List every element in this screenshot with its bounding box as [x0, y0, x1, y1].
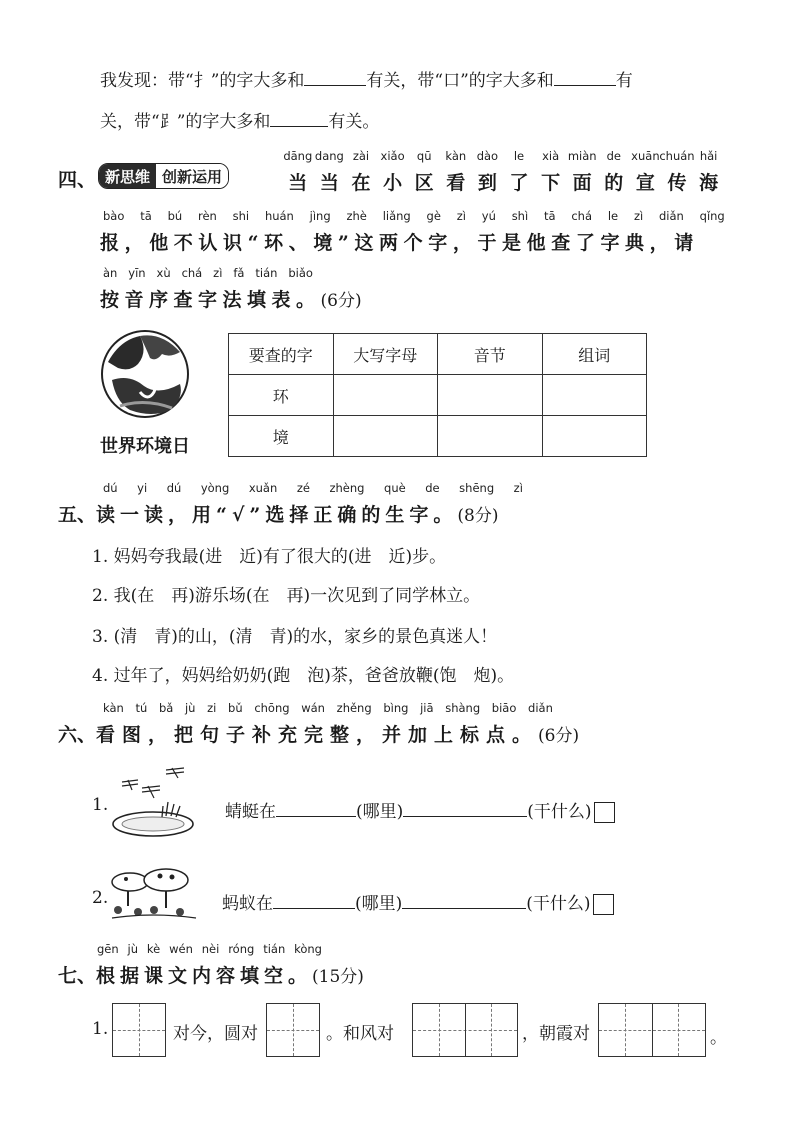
writing-grid-1[interactable] — [112, 1003, 166, 1057]
pinyin-syllable: zé — [296, 481, 310, 495]
pinyin-syllable: tián — [255, 266, 278, 280]
section-heading: 读一读，用“√”选择正确的生字。 — [96, 504, 458, 526]
section-4-char: 在 — [351, 172, 371, 194]
intro-line-2 — [100, 107, 379, 132]
table-cell-char: 境 — [229, 416, 334, 457]
pinyin-syllable: qǐng — [699, 209, 725, 223]
hint-what: (干什么) — [526, 894, 591, 914]
section-4-char: 面 — [572, 172, 592, 194]
table-cell-answer[interactable] — [438, 375, 543, 416]
pinyin-syllable: dang — [314, 149, 344, 163]
pinyin-syllable: tián — [263, 942, 286, 956]
answer-blank[interactable] — [554, 84, 616, 86]
score-label: (6分) — [538, 726, 580, 746]
sentence-2 — [222, 889, 614, 915]
dragonfly-icon — [108, 764, 203, 844]
section-4-char: 当 — [288, 172, 308, 194]
section-heading: 根据课文内容填空。 — [96, 965, 313, 987]
section-7-pinyin — [97, 942, 322, 956]
pinyin-syllable: xià — [542, 149, 560, 163]
pinyin-syllable: gēn — [97, 942, 119, 956]
fill-text: 。 — [710, 1028, 727, 1048]
pinyin-syllable: què — [384, 481, 406, 495]
pinyin-syllable: zì — [513, 481, 523, 495]
section-4-char: 区 — [414, 172, 434, 194]
pinyin-syllable: biǎo — [288, 266, 313, 280]
hint-where: (哪里) — [356, 802, 404, 822]
pinyin-syllable: qū — [416, 149, 432, 163]
pinyin-syllable: zi — [207, 701, 217, 715]
intro-text: 我发现：带“扌”的字大多和 — [100, 71, 305, 91]
pinyin-syllable: bǔ — [228, 701, 243, 715]
pinyin-syllable: kàn — [103, 701, 124, 715]
pinyin-syllable: chá — [571, 209, 593, 223]
item-number: 1. — [92, 795, 109, 815]
pinyin-syllable: jìng — [309, 209, 331, 223]
pinyin-syllable: gè — [426, 209, 441, 223]
pinyin-syllable: yòng — [200, 481, 230, 495]
section-4-row-2-text: 报，他不认识“环、境”这两个字，于是他查了字典，请 — [100, 232, 699, 254]
pinyin-syllable: chōng — [254, 701, 290, 715]
section-4-char: 到 — [477, 172, 497, 194]
pinyin-syllable: biāo — [491, 701, 517, 715]
answer-blank-where[interactable] — [273, 907, 355, 909]
pinyin-syllable: àn — [103, 266, 118, 280]
writing-grid-4[interactable] — [598, 1003, 706, 1057]
pinyin-syllable: jù — [184, 701, 196, 715]
fill-text: 。和风对 — [326, 1024, 394, 1044]
pinyin-syllable: yú — [481, 209, 496, 223]
writing-grid-2[interactable] — [266, 1003, 320, 1057]
pinyin-syllable: le — [607, 209, 619, 223]
pinyin-syllable: wán — [301, 701, 325, 715]
pinyin-syllable: fǎ — [233, 266, 245, 280]
sentence-subject: 蜻蜓在 — [225, 802, 276, 822]
section-6-pinyin — [103, 701, 553, 715]
pinyin-syllable: huán — [264, 209, 294, 223]
pinyin-syllable: de — [606, 149, 621, 163]
pinyin-syllable: kòng — [294, 942, 322, 956]
pinyin-syllable: diǎn — [528, 701, 553, 715]
section-7-title — [58, 961, 364, 988]
table-header: 要查的字 — [229, 334, 334, 375]
pinyin-syllable: miàn — [567, 149, 597, 163]
section-heading: 看图，把句子补充完整，并加上标点。 — [96, 724, 539, 746]
section-6-title — [58, 720, 579, 747]
fill-text: 对今，圆对 — [173, 1024, 258, 1044]
pinyin-syllable: rèn — [197, 209, 217, 223]
pinyin-syllable: shì — [511, 209, 529, 223]
section-4-char: 当 — [319, 172, 339, 194]
pinyin-syllable: bú — [167, 209, 183, 223]
section-4-row-3-pinyin — [103, 266, 313, 280]
table-cell-answer[interactable] — [542, 416, 647, 457]
pinyin-syllable: bǎ — [158, 701, 174, 715]
section-4-char: 看 — [446, 172, 466, 194]
pinyin-syllable: shi — [232, 209, 250, 223]
pinyin-syllable: diǎn — [658, 209, 684, 223]
intro-text: 有关。 — [328, 112, 380, 132]
section-4-char: 传 — [667, 172, 687, 194]
table-cell-answer[interactable] — [438, 416, 543, 457]
world-environment-day-logo — [100, 322, 200, 462]
section-number: 七、 — [58, 965, 97, 987]
section-4-tag — [98, 163, 229, 189]
section-5-pinyin — [103, 481, 523, 495]
pinyin-syllable: dú — [103, 481, 118, 495]
score-label: (6分) — [320, 291, 362, 311]
answer-blank-where[interactable] — [276, 815, 356, 817]
pinyin-syllable: yi — [137, 481, 148, 495]
pinyin-syllable: bìng — [383, 701, 409, 715]
section-4-char: 的 — [604, 172, 624, 194]
section-4-char: 宣 — [635, 172, 655, 194]
dragonfly-pond-picture — [108, 764, 203, 844]
section-4-row-2-pinyin — [103, 209, 725, 223]
choice-item[interactable]: 4. 过年了，妈妈给奶奶(跑 泡)茶，爸爸放鞭(饱 炮)。 — [92, 666, 515, 686]
lookup-table — [228, 333, 647, 457]
pinyin-syllable: dú — [166, 481, 182, 495]
pinyin-syllable: zhè — [346, 209, 367, 223]
pinyin-syllable: liǎng — [382, 209, 411, 223]
pinyin-syllable: de — [425, 481, 440, 495]
pinyin-syllable: shēng — [459, 481, 495, 495]
pinyin-syllable: zài — [352, 149, 370, 163]
section-4-char: 了 — [509, 172, 529, 194]
pinyin-syllable: nèi — [201, 942, 220, 956]
answer-blank[interactable] — [270, 125, 328, 127]
pinyin-syllable: tā — [140, 209, 152, 223]
choice-item[interactable]: 3. (清 青)的山，(清 青)的水，家乡的景色真迷人！ — [92, 627, 498, 647]
intro-text: 有 — [615, 71, 633, 91]
section-4-char: 下 — [541, 172, 561, 194]
section-4-char: 小 — [383, 172, 403, 194]
ant-icon — [108, 868, 200, 923]
table-cell-answer[interactable] — [333, 416, 438, 457]
answer-blank-what[interactable] — [402, 907, 526, 909]
choice-item[interactable]: 2. 我(在 再)游乐场(在 再)一次见到了同学林立。 — [92, 586, 481, 606]
section-number: 五、 — [58, 504, 97, 526]
pinyin-syllable: shàng — [445, 701, 481, 715]
section-number: 六、 — [58, 724, 97, 746]
hint-what: (干什么) — [527, 802, 592, 822]
pinyin-syllable: xuān — [631, 149, 660, 163]
pinyin-syllable: róng — [228, 942, 255, 956]
pinyin-syllable: xiǎo — [380, 149, 405, 163]
pinyin-syllable: dāng — [283, 149, 313, 163]
pinyin-syllable: xuǎn — [248, 481, 278, 495]
pinyin-syllable: tú — [135, 701, 148, 715]
pinyin-syllable: zhèng — [329, 481, 365, 495]
table-cell-answer[interactable] — [333, 375, 438, 416]
tag-new-thinking: 新思维 — [99, 164, 156, 188]
intro-text: 关，带“⻊”的字大多和 — [100, 112, 271, 132]
pinyin-syllable: yīn — [128, 266, 146, 280]
logo-text: 世界环境日 — [100, 436, 190, 457]
punctuation-box[interactable] — [594, 802, 615, 823]
intro-text: 有关，带“口”的字大多和 — [366, 71, 554, 91]
pinyin-syllable: chá — [181, 266, 203, 280]
globe-icon — [100, 322, 200, 432]
answer-blank[interactable] — [304, 84, 366, 86]
table-header: 大写字母 — [333, 334, 438, 375]
table-cell-answer[interactable] — [542, 375, 647, 416]
fill-text: ，朝霞对 — [522, 1024, 590, 1044]
choice-item[interactable]: 1. 妈妈夸我最(进 近)有了很大的(进 近)步。 — [92, 547, 447, 567]
section-5-title — [58, 500, 498, 527]
pinyin-syllable: zì — [456, 209, 466, 223]
writing-grid-3[interactable] — [412, 1003, 518, 1057]
pinyin-syllable: xù — [156, 266, 171, 280]
pinyin-syllable: zhěng — [336, 701, 372, 715]
hint-where: (哪里) — [355, 894, 403, 914]
score-label: (15分) — [312, 967, 364, 987]
tag-creative-use: 创新运用 — [156, 164, 228, 188]
pinyin-syllable: dào — [476, 149, 499, 163]
instruction-text: 按音序查字法填表。 — [100, 289, 321, 311]
table-cell-char: 环 — [229, 375, 334, 416]
table-header: 音节 — [438, 334, 543, 375]
score-label: (8分) — [457, 506, 499, 526]
pinyin-syllable: kàn — [445, 149, 467, 163]
item-number: 1. — [92, 1019, 109, 1039]
section-4-row-3-text — [100, 285, 362, 312]
table-header: 组词 — [542, 334, 647, 375]
sentence-subject: 蚂蚁在 — [222, 894, 273, 914]
pinyin-syllable: tā — [543, 209, 556, 223]
pinyin-syllable: bào — [103, 209, 125, 223]
pinyin-syllable: zì — [213, 266, 223, 280]
ants-mushroom-picture — [108, 868, 200, 923]
pinyin-syllable: wén — [169, 942, 193, 956]
pinyin-syllable: jiā — [420, 701, 434, 715]
pinyin-syllable: jù — [127, 942, 139, 956]
pinyin-syllable: chuán — [659, 149, 695, 163]
sentence-1 — [225, 797, 615, 823]
pinyin-syllable: hǎi — [699, 149, 718, 163]
section-4-char: 海 — [699, 172, 719, 194]
pinyin-syllable: le — [513, 149, 525, 163]
pinyin-syllable: kè — [146, 942, 161, 956]
item-number: 2. — [92, 888, 109, 908]
section-4-number: 四、 — [58, 169, 97, 191]
intro-line-1 — [100, 66, 633, 91]
pinyin-syllable: zì — [633, 209, 644, 223]
punctuation-box[interactable] — [593, 894, 614, 915]
answer-blank-what[interactable] — [403, 815, 527, 817]
